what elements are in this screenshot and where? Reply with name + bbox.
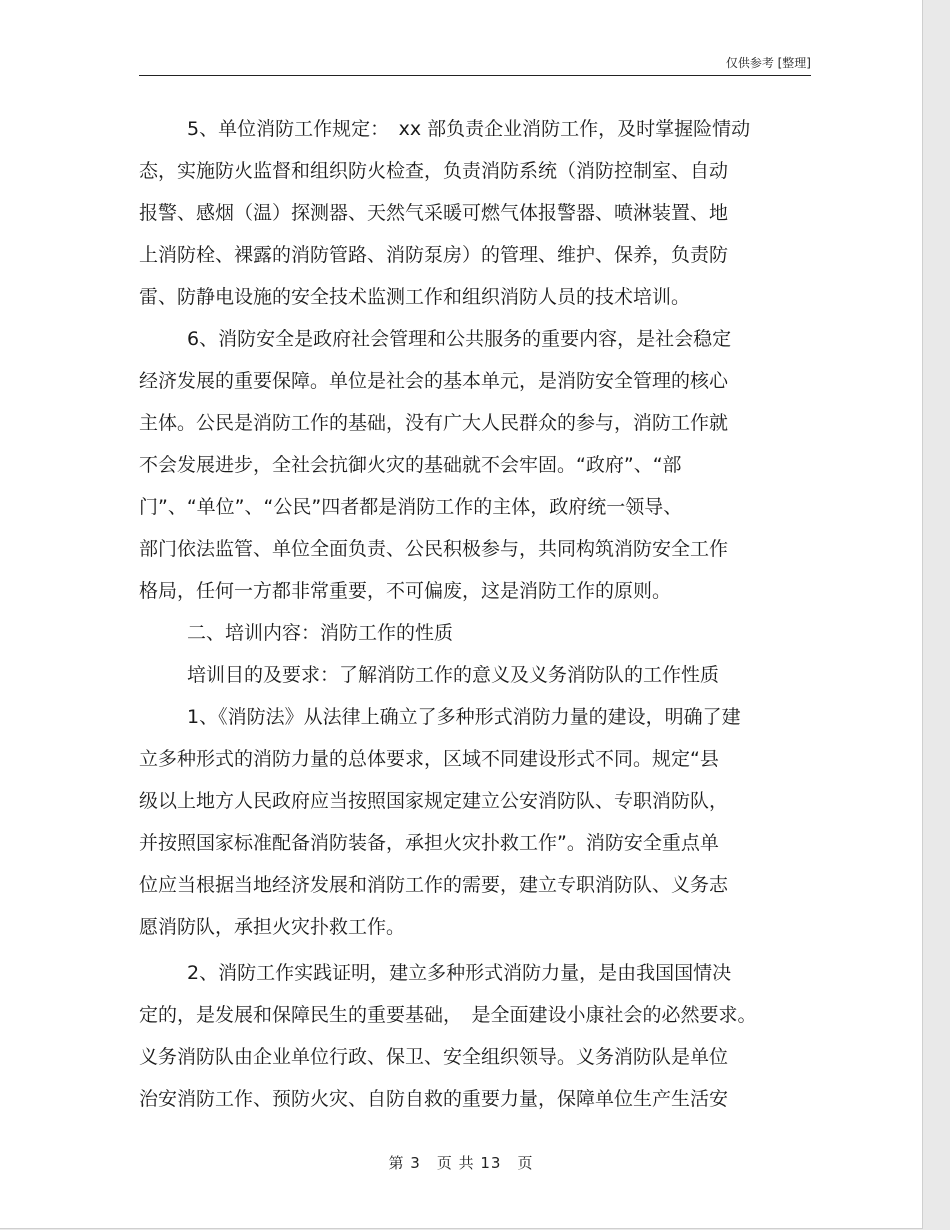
text-line: 愿消防队，承担火灾扑救工作。 — [139, 916, 406, 938]
text-line: 经济发展的重要保障。单位是社会的基本单元，是消防安全管理的核心 — [139, 370, 729, 392]
text-line: 位应当根据当地经济发展和消防工作的需要，建立专职消防队、义务志 — [139, 874, 729, 896]
text-line: 态，实施防火监督和组织防火检查，负责消防系统（消防控制室、自动 — [139, 160, 729, 182]
text-line: 雷、防静电设施的安全技术监测工作和组织消防人员的技术培训。 — [139, 286, 691, 308]
text-line: 部门依法监管、单位全面负责、公民积极参与，共同构筑消防安全工作 — [139, 538, 729, 560]
text-line: 格局，任何一方都非常重要，不可偏废，这是消防工作的原则。 — [139, 580, 672, 602]
text-line: 上消防栓、裸露的消防管路、消防泵房）的管理、维护、保养，负责防 — [139, 244, 729, 266]
page-footer: 第 3 页 共 13 页 — [388, 1154, 534, 1172]
text-line: 立多种形式的消防力量的总体要求，区域不同建设形式不同。规定“县 — [139, 748, 719, 770]
text-line: 不会发展进步，全社会抗御火灾的基础就不会牢固。“政府”、“部 — [139, 454, 682, 476]
text-line: 1、《消防法》从法律上确立了多种形式消防力量的建设，明确了建 — [187, 706, 741, 728]
text-line: 2、消防工作实践证明，建立多种形式消防力量，是由我国国情决 — [187, 962, 732, 984]
text-line: 门”、“单位”、“公民”四者都是消防工作的主体，政府统一领导、 — [139, 496, 683, 518]
text-line: 培训目的及要求：了解消防工作的意义及义务消防队的工作性质 — [187, 664, 720, 686]
document-body — [139, 108, 811, 1120]
text-line: 义务消防队由企业单位行政、保卫、安全组织领导。义务消防队是单位 — [139, 1046, 729, 1068]
text-line: 6、消防安全是政府社会管理和公共服务的重要内容，是社会稳定 — [187, 328, 732, 350]
text-line: 级以上地方人民政府应当按照国家规定建立公安消防队、专职消防队， — [139, 790, 729, 812]
page-header: 仅供参考 [整理] — [139, 55, 811, 76]
text-line: 治安消防工作、预防火灾、自防自救的重要力量，保障单位生产生活安 — [139, 1088, 729, 1110]
section-heading: 二、培训内容：消防工作的性质 — [187, 622, 454, 644]
text-line: 5、单位消防工作规定： xx 部负责企业消防工作，及时掌握险情动 — [187, 118, 751, 140]
text-line: 定的，是发展和保障民生的重要基础， 是全面建设小康社会的必然要求。 — [139, 1004, 757, 1026]
text-line: 并按照国家标准配备消防装备，承担火灾扑救工作”。消防安全重点单 — [139, 832, 719, 854]
text-line: 报警、感烟（温）探测器、天然气采暖可燃气体报警器、喷淋装置、地 — [139, 202, 729, 224]
text-line: 主体。公民是消防工作的基础，没有广大人民群众的参与，消防工作就 — [139, 412, 729, 434]
